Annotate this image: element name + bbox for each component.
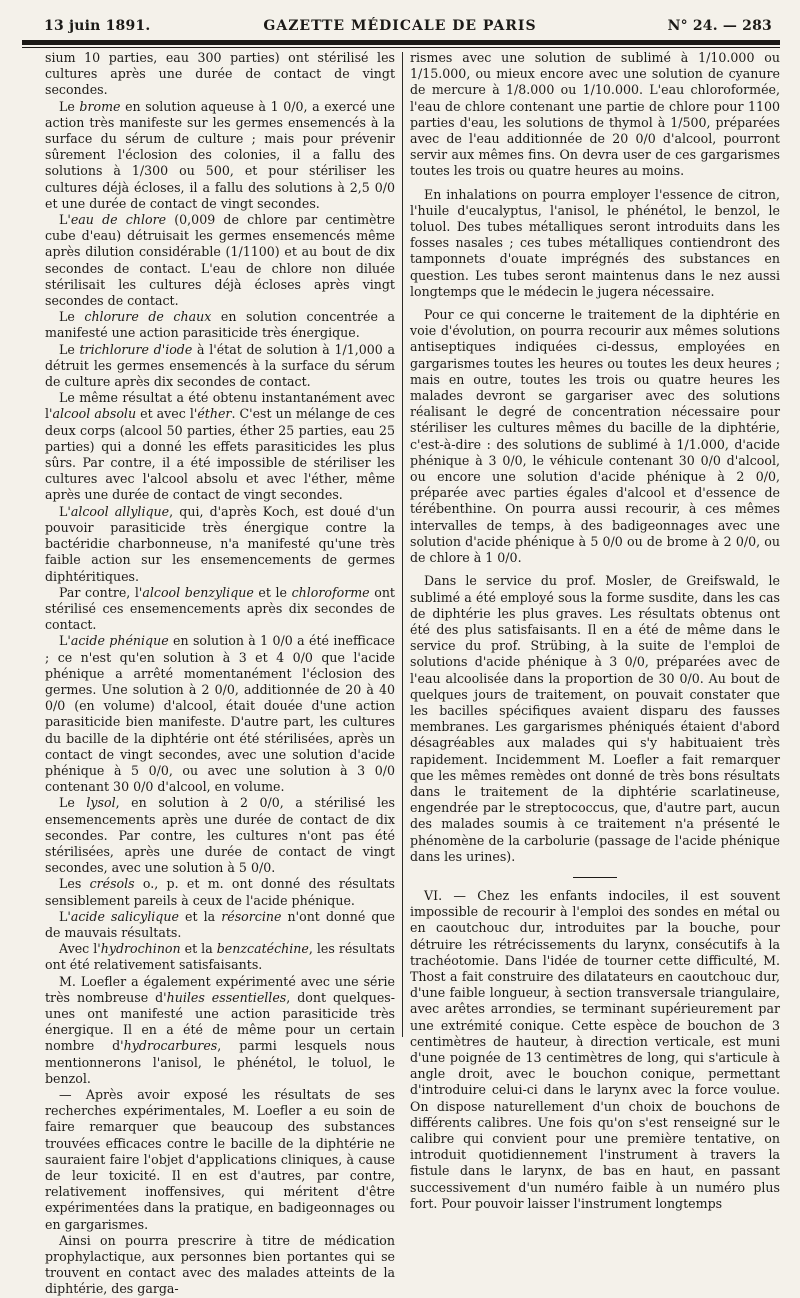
text-run: Dans le service du prof. Mosler, de Greifswald, le sublimé a été employé sous la forme susdite, dans les cas de diphtérie les plus graves. Les résultats obtenus ont été des plus satisfaisants. Il en a été de même dans le service du prof. Strübing, à la suite de l'emploi de solutions d'acide phénique à 3 0/0, préparées avec de l'eau alcoolisée dans la proportion de 30 0/0. Au bout de quelques jours de traitement, on pouvait constater que les bacilles spécifiques avaient disparu des fausses membranes. Les gargarismes phéniqués étaient d'abord désagréables aux malades qui s'y habituaient très rapidement. Incidemment M. Loefler a fait remarquer que les mêmes remèdes ont donné de très bons résultats dans le traitement de la diphtérie scarlatineuse, engendrée par le streptococcus, que, d'autre part, aucun des malades soumis à ce traitement n'a présenté le phénomène de la carbolurie (passage de l'acide phénique dans les urines). — [410, 573, 780, 864]
journal-title: GAZETTE MÉDICALE DE PARIS — [263, 18, 537, 34]
italic-term: alcool absolu — [52, 406, 137, 422]
text-run: sium 10 parties, eau 300 parties) ont stérilisé les cultures après une durée de contact de vingt secondes. — [45, 50, 395, 98]
text-run: Le même résultat a été obtenu instantanément avec l' — [45, 390, 395, 422]
paragraph — [410, 573, 780, 865]
paragraph — [45, 212, 395, 309]
text-run: et le — [253, 584, 292, 600]
text-run: en solution à 1 0/0 a été inefficace ; ce n'est qu'en solution à 3 et 4 0/0 que l'acide phénique a arrêté momentanément l'éclosion des germes. Une solution à 2 0/0, additionnée de 20 à 40 0/0 (en volume) d'alcool, était douée d'une action parasiticide bien manifeste. D'autre part, les cultures du bacille de la diphtérie ont été stérilisées, après un contact de vingt secondes, avec une solution d'acide phénique à 5 0/0, ou avec une solution à 3 0/0 contenant 30 0/0 d'alcool, en volume. — [45, 633, 396, 795]
right-column — [410, 50, 780, 1211]
text-run: , parmi lesquels nous mentionnerons l'anisol, le phénétol, le toluol, le benzol. — [45, 1038, 395, 1086]
text-run: rismes avec une solution de sublimé à 1/10.000 ou 1/15.000, ou mieux encore avec une solution de cyanure de mercure à 1/8.000 ou 1/10.000. L'eau chloroformée, l'eau de chlore contenant une partie de chlore pour 1100 parties d'eau, les solutions de thymol à 1/500, préparées avec de l'eau additionnée de 20 0/0 d'alcool, pourront servir aux mêmes fins. On devra user de ces gargarismes toutes les trois ou quatre heures au moins. — [410, 50, 780, 179]
text-run: Par contre, l' — [59, 584, 143, 600]
text-run: . C'est un mélange de ces deux corps (alcool 50 parties, éther 25 parties, eau 25 parties) qui a donné les effets parasiticides les plus sûrs. Par contre, il a été impossible de stériliser les cultures avec l'alcool absolu et avec l'éther, même après une durée de contact de vingt secondes. — [45, 406, 395, 503]
paragraph — [45, 309, 395, 341]
paragraph — [45, 795, 395, 876]
italic-term: alcool benzylique — [142, 584, 254, 600]
issue-date: 13 juin 1891. — [44, 18, 151, 34]
paragraph — [410, 307, 780, 566]
text-run: et avec l' — [136, 406, 198, 422]
italic-term: acide salicylique — [70, 908, 179, 924]
italic-term: brome — [79, 98, 121, 114]
text-run: L' — [59, 908, 71, 924]
text-run: et la — [180, 941, 217, 957]
text-run: Le — [59, 309, 85, 325]
italic-term: chloroforme — [291, 584, 370, 600]
header-rule-thick — [22, 40, 780, 45]
text-run: L' — [59, 503, 71, 519]
italic-term: hydrocarbures — [123, 1038, 218, 1054]
text-run: , qui, d'après Koch, est doué d'un pouvoir parasiticide très énergique contre la bactéridie charbonneuse, n'a manifesté qu'une très faible action sur les ensemencements de germes diphtéritiques. — [45, 503, 395, 584]
text-run: , les résultats ont été relativement satisfaisants. — [45, 941, 396, 973]
section-separator — [573, 877, 617, 878]
paragraph — [45, 974, 395, 1087]
page-header — [20, 12, 780, 38]
text-run: L' — [59, 212, 71, 228]
issue-number-page: N° 24. — 283 — [667, 18, 772, 34]
paragraph — [410, 50, 780, 180]
text-run: Les — [59, 876, 90, 892]
italic-term: crésols — [89, 876, 135, 892]
paragraph — [45, 909, 395, 941]
column-divider — [402, 52, 403, 1037]
text-run: en solution aqueuse à 1 0/0, a exercé une action très manifeste sur les germes ensemencés à la surface du sérum de culture ; mais pour prévenir sûrement l'éclosion des colonies, il a fallu des solutions à 1/300 ou 500, et pour stériliser les cultures déjà écloses, il a fallu des solutions à 2,5 0/0 et une durée de contact de vingt secondes. — [45, 98, 396, 211]
italic-term: benzcatéchine — [216, 941, 309, 957]
italic-term: résorcine — [221, 908, 282, 924]
text-run: Ainsi on pourra prescrire à titre de médication prophylactique, aux personnes bien portantes qui se trouvent en contact avec des malades atteints de la diphtérie, des garga- — [45, 1232, 395, 1297]
text-run: — Après avoir exposé les résultats de ses recherches expérimentales, M. Loefler a eu soin de faire remarquer que beaucoup des substances trouvées efficaces contre le bacille de la diphtérie ne sauraient faire l'objet d'applications cliniques, à cause de leur toxicité. Il en est d'autres, par contre, relativement inoffensives, qui méritent d'être expérimentées dans la pratique, en badigeonnages ou en gargarismes. — [45, 1087, 395, 1232]
text-run: L' — [59, 633, 71, 649]
text-run: , en solution à 2 0/0, a stérilisé les ensemencements après une durée de contact de dix secondes. Par contre, les cultures n'ont pas été stérilisées, après une durée de contact de vingt secondes, avec une solution à 5 0/0. — [45, 795, 395, 876]
left-column — [45, 50, 396, 1297]
text-run: à l'état de solution à 1/1,000 a détruit les germes ensemencés à la surface du sérum de culture après dix secondes de contact. — [45, 341, 395, 390]
paragraph — [45, 633, 395, 795]
text-run: En inhalations on pourra employer l'essence de citron, l'huile d'eucalyptus, l'anisol, le phénétol, le benzol, le toluol. Des tubes métalliques seront introduits dans les fosses nasales ; ces tubes métalliques contiendront des tamponnets d'ouate imprégnés des substances en question. Les tubes seront maintenus dans le nez aussi longtemps que le médecin le jugera nécessaire. — [410, 186, 780, 299]
text-run: n'ont donné que de mauvais résultats. — [45, 908, 395, 940]
paragraph — [45, 99, 395, 212]
paragraph — [410, 888, 780, 1212]
text-run: o., p. et m. ont donné des résultats sensiblement pareils à ceux de l'acide phénique. — [45, 876, 395, 908]
italic-term: trichlorure d'iode — [79, 341, 193, 357]
paragraph — [45, 390, 395, 503]
paragraph — [45, 941, 395, 973]
text-run: M. Loefler a également expérimenté avec une série très nombreuse d' — [45, 973, 395, 1005]
text-run: ont stérilisé ces ensemencements après dix secondes de contact. — [45, 584, 395, 633]
text-run: , dont quelques-unes ont manifesté une action parasiticide très énergique. Il en a été de même pour un certain nombre d' — [45, 989, 395, 1054]
text-run: Le — [59, 98, 80, 114]
italic-term: eau de chlore — [70, 212, 167, 228]
text-run: (0,009 de chlore par centimètre cube d'eau) détruisait les germes ensemencés même après dilution considérable (1/1100) et au bout de dix secondes de contact. L'eau de chlore non diluée stérilisait les cultures déjà écloses après vingt secondes de contact. — [45, 212, 395, 309]
italic-term: éther — [197, 406, 232, 422]
italic-term: hydrochinon — [100, 941, 181, 957]
text-run: en solution concentrée a manifesté une action parasiticide très énergique. — [45, 309, 395, 341]
paragraph — [45, 504, 395, 585]
text-run: et la — [178, 908, 222, 924]
text-run: Le — [59, 795, 87, 811]
paragraph — [410, 187, 780, 300]
paragraph — [45, 50, 395, 99]
paragraph — [45, 1233, 395, 1298]
italic-term: chlorure de chaux — [84, 309, 212, 325]
italic-term: alcool allylique — [70, 503, 170, 519]
text-run: VI. — Chez les enfants indociles, il est souvent impossible de recourir à l'emploi des sondes en métal ou en caoutchouc dur, introduites par la bouche, pour détruire les rétrécissements du larynx, consécutifs à la trachéotomie. Dans l'idée de tourner cette difficulté, M. Thost a fait construire des dilatateurs en caoutchouc dur, d'une faible longueur, à section transversale triangulaire, avec arêtes arrondies, se terminant supérieurement par une extrémité conique. Cette espèce de bouchon de 3 centimètres de hauteur, à direction verticale, est muni d'une poignée de 13 centimètres de long, qui s'articule à angle droit, avec le bouchon conique, permettant d'introduire celui-ci dans le larynx avec la force voulue. On dispose naturellement d'un choix de bouchons de différents calibres. Une fois qu'on s'est renseigné sur le calibre qui convient pour une première tentative, on introduit quotidiennement l'instrument à travers la fistule dans le larynx, de bas en haut, en passant successivement d'un numéro faible à un numéro plus fort. Pour pouvoir laisser l'instrument longtemps — [410, 887, 780, 1211]
text-run: Avec l' — [59, 941, 101, 957]
italic-term: acide phénique — [70, 633, 169, 649]
paragraph — [45, 585, 395, 634]
header-rule-thin — [22, 47, 780, 48]
paragraph — [45, 342, 395, 391]
italic-term: lysol — [86, 795, 116, 811]
text-run: Le — [59, 341, 80, 357]
paragraph — [45, 876, 395, 908]
italic-term: huiles essentielles — [166, 989, 287, 1005]
text-run: Pour ce qui concerne le traitement de la diphtérie en voie d'évolution, on pourra recourir aux mêmes solutions antiseptiques indiquées ci-dessus, employées en gargarismes toutes les heures ou toutes les deux heures ; mais en outre, toutes les trois ou quatre heures les malades devront se gargariser avec des solutions réalisant le degré de concentration nécessaire pour stériliser les cultures mêmes du bacille de la diphtérie, c'est-à-dire : des solutions de sublimé à 1/1.000, d'acide phénique à 3 0/0, le véhicule contenant 30 0/0 d'alcool, ou encore une solution d'acide phénique à 2 0/0, préparée avec parties égales d'alcool et d'essence de térébenthine. On pourra aussi recourir, à ces mêmes intervalles de temps, à des badigeonnages avec une solution d'acide phénique à 5 0/0 ou de brome à 2 0/0, ou de chlore à 1 0/0. — [410, 307, 780, 566]
paragraph — [45, 1087, 395, 1233]
